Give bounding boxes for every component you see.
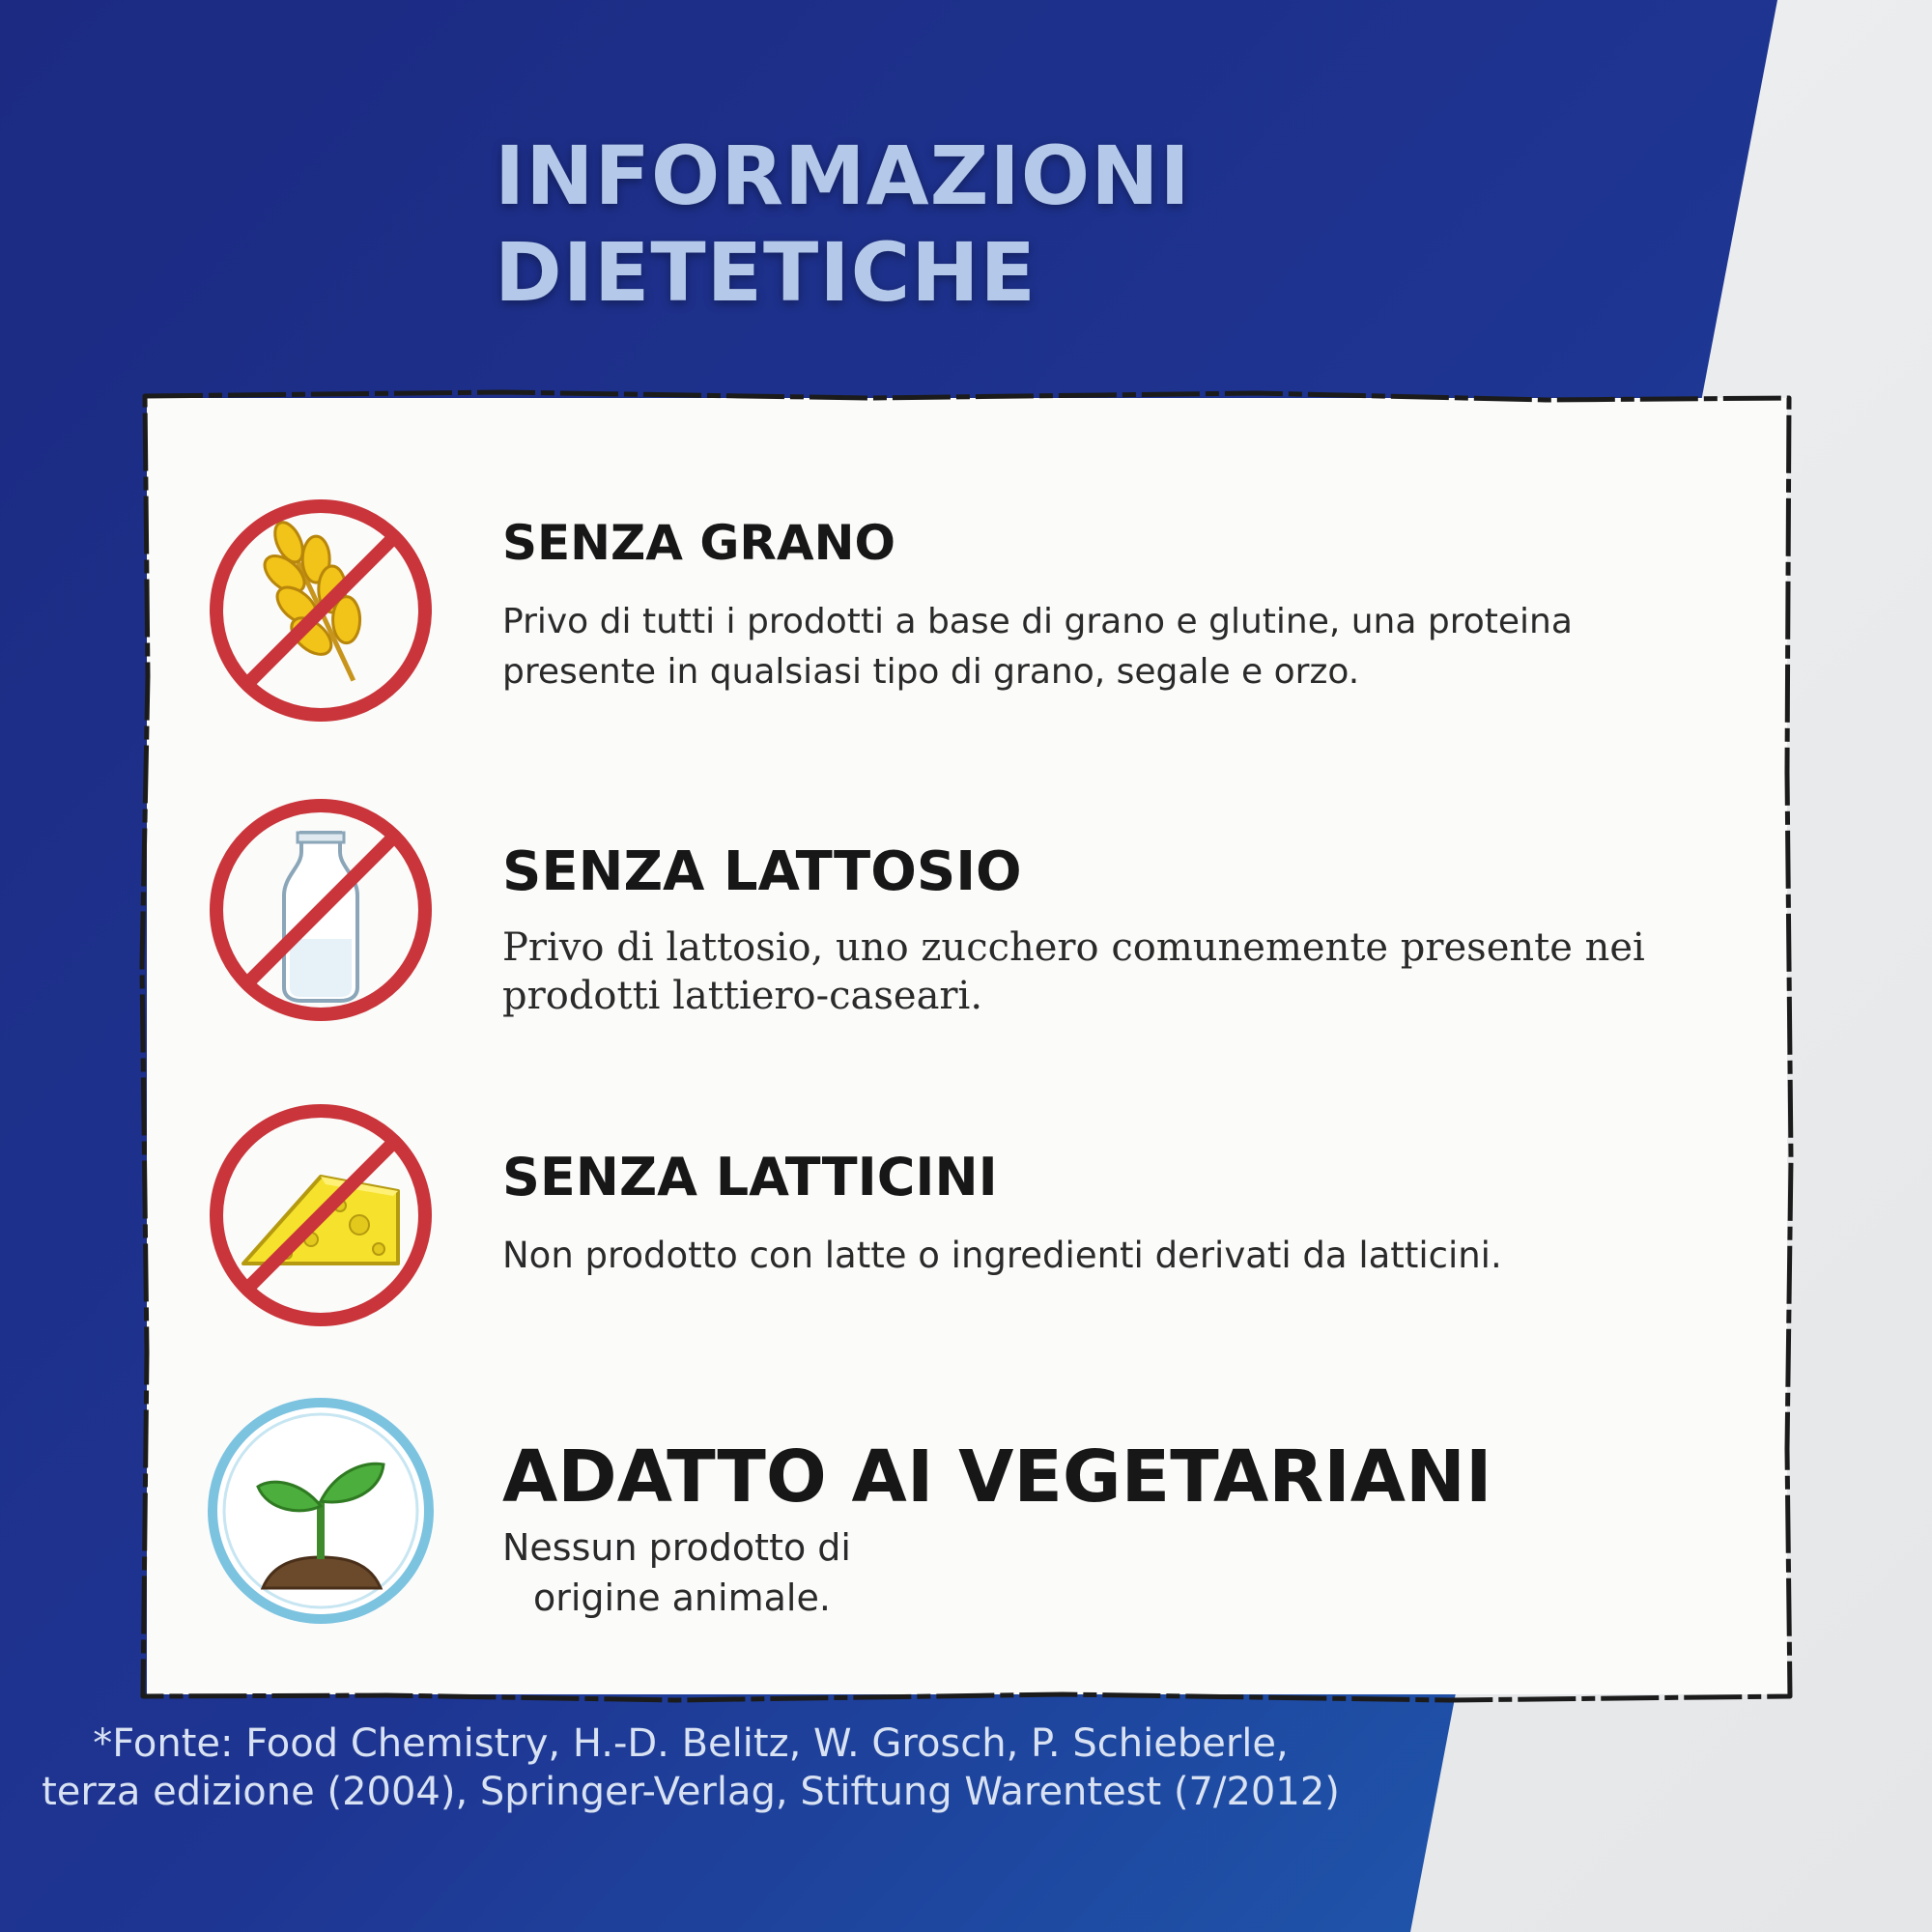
item-heading: SENZA GRANO (502, 515, 895, 571)
no-milk-bottle-icon (205, 794, 437, 1026)
title-line-1: INFORMAZIONI (495, 128, 1191, 223)
item-description (502, 1522, 1492, 1623)
item-description-line-2: origine animale. (533, 1577, 831, 1619)
item-description: Privo di lattosio, uno zucchero comunemente presente nei prodotti lattiero-caseari. (502, 925, 1645, 1018)
source-footnote (0, 1719, 1381, 1816)
item-description: Privo di tutti i prodotti a base di grano e glutine, una proteina presente in qualsiasi tipo di grano, segale e orzo. (502, 602, 1573, 692)
footnote-line-1: *Fonte: Food Chemistry, H.-D. Belitz, W. Grosch, P. Schieberle, (93, 1721, 1289, 1766)
no-cheese-icon (205, 1099, 437, 1331)
item-no-dairy (502, 1146, 1758, 1281)
item-description-line-1: Nessun prodotto di (502, 1526, 851, 1569)
item-heading: SENZA LATTOSIO (502, 840, 1022, 903)
title-line-2: DIETETICHE (495, 225, 1037, 320)
sprout-icon (205, 1395, 437, 1627)
item-heading: SENZA LATTICINI (502, 1147, 998, 1208)
item-heading: ADATTO AI VEGETARIANI (502, 1435, 1492, 1519)
item-no-wheat (502, 512, 1700, 697)
item-description: Non prodotto con latte o ingredienti derivati da latticini. (502, 1235, 1502, 1276)
item-vegetarian (502, 1434, 1492, 1623)
no-wheat-icon (205, 495, 437, 726)
footnote-line-2: terza edizione (2004), Springer-Verlag, Stiftung Warentest (7/2012) (42, 1770, 1340, 1814)
item-no-lactose (502, 838, 1758, 1020)
